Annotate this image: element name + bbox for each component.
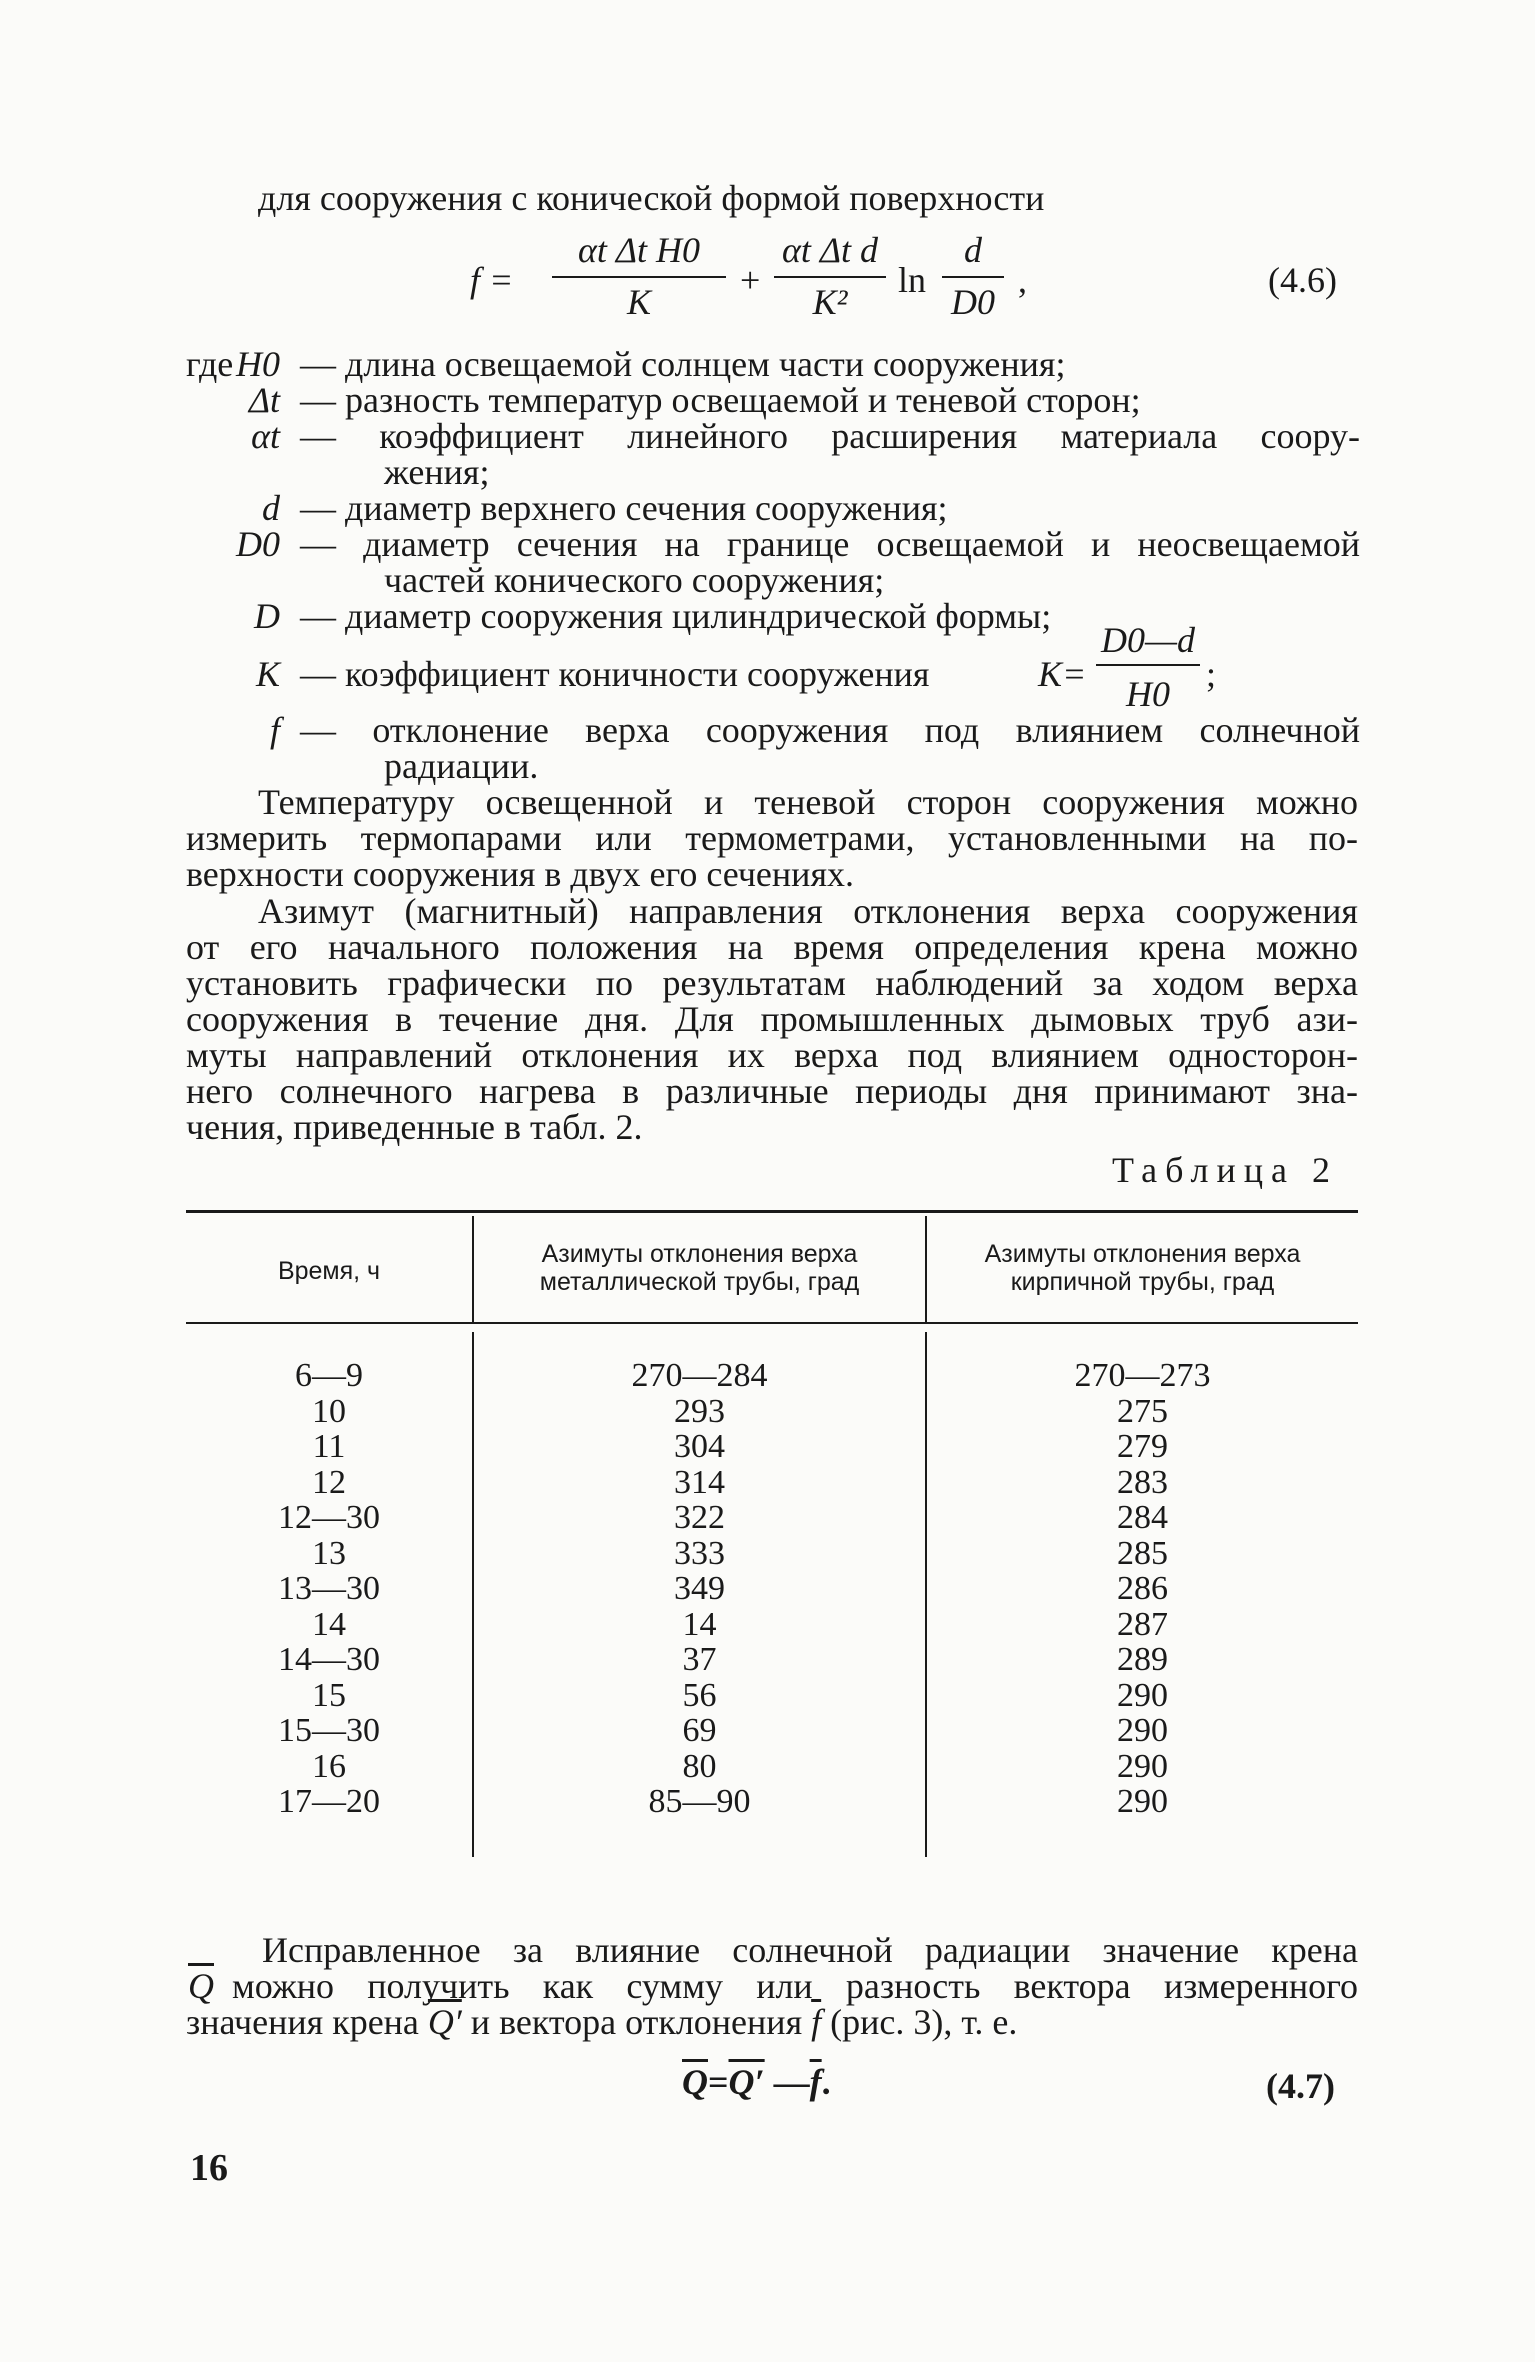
paragraph-text: (рис. 3), т. е.: [830, 2002, 1018, 2042]
formula-term1-denominator: K: [626, 282, 651, 322]
intro-text: для сооружения с конической формой поверхности: [258, 178, 1045, 218]
cell-metal: 56: [682, 1677, 717, 1714]
formula-eq: =: [708, 2062, 729, 2102]
formula-q: $\overline{Q}$: [682, 2062, 708, 2102]
cell-metal: 14: [682, 1606, 717, 1643]
def-text: — отклонение верха сооружения под влиянием солнечной: [300, 710, 1360, 750]
cell-brick: 287: [1117, 1606, 1168, 1643]
def-text: — диаметр сечения на границе освещаемой и неосвещаемой: [300, 524, 1360, 564]
cell-metal: 37: [682, 1641, 717, 1678]
def-symbol: d: [262, 488, 280, 528]
vector-q: $\overline{Q}$: [188, 1966, 214, 2006]
cell-brick: 290: [1117, 1783, 1168, 1820]
paragraph-line: измерить термопарами или термометрами, установленными на по-: [186, 818, 1358, 858]
cell-brick: 289: [1117, 1641, 1168, 1678]
k-formula-denominator: H0: [1126, 674, 1170, 714]
cell-time: 12—30: [278, 1499, 380, 1536]
cell-brick: 286: [1117, 1570, 1168, 1607]
table-header-metal-line1: Азимуты отклонения верха: [541, 1240, 858, 1268]
formula-plus: +: [740, 260, 761, 300]
formula-4-7-number: (4.7): [1266, 2066, 1335, 2106]
def-text: — диаметр сооружения цилиндрической формы;: [300, 596, 1052, 636]
def-symbol: f: [269, 710, 280, 750]
cell-time: 17—20: [278, 1783, 380, 1820]
table-header-time: Время, ч: [277, 1257, 381, 1285]
formula-lhs: f =: [470, 260, 514, 300]
formula-f: $\overline{f}$: [809, 2062, 822, 2102]
cell-brick: 285: [1117, 1535, 1168, 1572]
paragraph-line: сооружения в течение дня. Для промышленных дымовых труб ази-: [186, 999, 1358, 1039]
formula-term1-bar: [552, 276, 726, 278]
cell-time: 14: [312, 1606, 346, 1643]
k-formula-end: ;: [1206, 654, 1217, 694]
formula-term2-numerator: αt Δt d: [781, 230, 879, 270]
paragraph-line: Исправленное за влияние солнечной радиации значение крена: [262, 1930, 1358, 1970]
formula-minus: —: [773, 2062, 810, 2102]
paragraph-line: Азимут (магнитный) направления отклонения верха сооружения: [258, 891, 1358, 931]
formula-number: (4.6): [1268, 260, 1337, 300]
cell-brick: 275: [1117, 1393, 1168, 1430]
table-caption: Таблица 2: [1112, 1150, 1338, 1190]
def-symbol: αt: [251, 416, 280, 456]
formula-term2-denominator: K²: [812, 282, 848, 322]
def-symbol: D: [254, 596, 280, 636]
cell-metal: 314: [674, 1464, 725, 1501]
formula-term3-numerator: d: [964, 230, 982, 270]
paragraph-line: чения, приведенные в табл. 2.: [186, 1107, 643, 1147]
cell-time: 6—9: [295, 1357, 363, 1394]
k-formula-lhs: K=: [1038, 654, 1087, 694]
page-number: 16: [190, 2147, 228, 2189]
formula-term1-numerator: αt Δt H0: [577, 230, 701, 270]
def-text-cont: частей конического сооружения;: [384, 560, 885, 600]
paragraph-text: и вектора отклонения: [470, 2002, 803, 2042]
cell-time: 15: [312, 1677, 346, 1714]
formula-ln: ln: [898, 260, 927, 300]
cell-time: 13: [312, 1535, 346, 1572]
k-formula-bar: [1096, 664, 1200, 666]
paragraph-line: [186, 2004, 1017, 2040]
def-text-cont: радиации.: [384, 746, 539, 786]
paragraph-line: установить графически по результатам наблюдений за ходом верха: [186, 963, 1358, 1003]
paragraph-line: от его начального положения на время определения крена можно: [186, 927, 1358, 967]
table-top-rule: [186, 1210, 1358, 1213]
cell-time: 10: [312, 1393, 346, 1430]
cell-brick: 290: [1117, 1712, 1168, 1749]
formula-q-measured: Q′: [728, 2062, 765, 2102]
cell-metal: 80: [682, 1748, 717, 1785]
def-symbol: H0: [236, 344, 280, 384]
formula-comma: ,: [1018, 260, 1027, 300]
formula-term2-bar: [774, 276, 886, 278]
paragraph-line: муты направлений отклонения их верха под влиянием односторон-: [186, 1035, 1358, 1075]
def-text: — диаметр верхнего сечения сооружения;: [300, 488, 948, 528]
where-label: где: [186, 344, 234, 384]
def-symbol: D0: [236, 524, 280, 564]
formula-term3-bar: [942, 276, 1004, 278]
vector-f: $\overline{f}$: [811, 2002, 822, 2042]
vector-q-measured: Q′: [427, 2002, 462, 2042]
def-symbol: Δt: [248, 380, 280, 420]
def-text-cont: жения;: [384, 452, 490, 492]
table-header-metal-line2: металлической трубы, град: [539, 1268, 860, 1296]
def-symbol: K: [255, 654, 280, 694]
table-header-brick-line1: Азимуты отклонения верха: [984, 1240, 1301, 1268]
formula-4-7: [682, 2064, 831, 2100]
paragraph-line: него солнечного нагрева в различные периоды дня принимают зна-: [186, 1071, 1358, 1111]
cell-metal: 293: [674, 1393, 725, 1430]
cell-brick: 290: [1117, 1748, 1168, 1785]
cell-time: 14—30: [278, 1641, 380, 1678]
paragraph-line: верхности сооружения в двух его сечениях.: [186, 854, 855, 894]
cell-time: 11: [312, 1428, 346, 1465]
cell-metal: 270—284: [631, 1357, 768, 1394]
cell-time: 15—30: [278, 1712, 380, 1749]
cell-metal: 322: [674, 1499, 725, 1536]
def-text: — длина освещаемой солнцем части сооружения;: [300, 344, 1066, 384]
paragraph-text: значения крена: [186, 2002, 419, 2042]
cell-brick: 284: [1117, 1499, 1168, 1536]
table-header-brick-line2: кирпичной трубы, град: [1010, 1268, 1275, 1296]
cell-metal: 333: [674, 1535, 725, 1572]
formula-dot: .: [821, 2062, 831, 2102]
cell-metal: 349: [674, 1570, 725, 1607]
formula-term3-denominator: D0: [951, 282, 995, 322]
cell-brick: 290: [1117, 1677, 1168, 1714]
cell-time: 12: [312, 1464, 346, 1501]
table-header-rule: [186, 1322, 1358, 1324]
paragraph-line: можно получить как сумму или разность вектора измеренного: [232, 1966, 1358, 2006]
paragraph-line: Температуру освещенной и теневой сторон сооружения можно: [258, 782, 1358, 822]
cell-time: 16: [312, 1748, 346, 1785]
cell-metal: 69: [682, 1712, 717, 1749]
cell-metal: 85—90: [648, 1783, 751, 1820]
cell-brick: 270—273: [1074, 1357, 1211, 1394]
def-text: — коэффициент линейного расширения материала соору-: [300, 416, 1360, 456]
cell-brick: 279: [1117, 1428, 1168, 1465]
def-text: — разность температур освещаемой и теневой сторон;: [300, 380, 1141, 420]
def-text: — коэффициент коничности сооружения: [300, 654, 930, 694]
cell-metal: 304: [674, 1428, 725, 1465]
k-formula-numerator: D0—d: [1100, 620, 1195, 660]
cell-brick: 283: [1117, 1464, 1168, 1501]
cell-time: 13—30: [278, 1570, 380, 1607]
